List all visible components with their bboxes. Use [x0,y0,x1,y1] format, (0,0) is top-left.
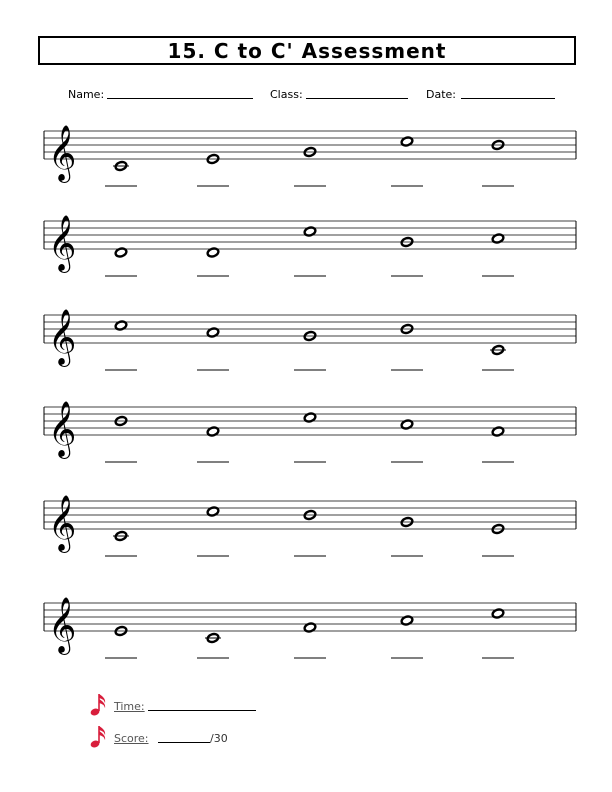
score-label: Score: [114,732,149,745]
time-blank[interactable] [148,710,256,711]
score-total: /30 [210,732,228,745]
treble-clef-icon: 𝄞 [48,125,77,181]
treble-clef-icon: 𝄞 [48,597,77,653]
music-note-icon [88,724,110,750]
treble-clef-icon: 𝄞 [48,215,77,271]
date-label: Date: [426,88,456,101]
name-label: Name: [68,88,105,101]
treble-clef-icon: 𝄞 [48,401,77,457]
treble-clef-icon: 𝄞 [48,495,77,551]
score-blank[interactable] [158,742,210,743]
time-label: Time: [114,700,145,713]
music-note-icon [88,692,110,718]
worksheet-title: 15. C to C' Assessment [167,39,447,63]
class-label: Class: [270,88,303,101]
treble-clef-icon: 𝄞 [48,309,77,365]
